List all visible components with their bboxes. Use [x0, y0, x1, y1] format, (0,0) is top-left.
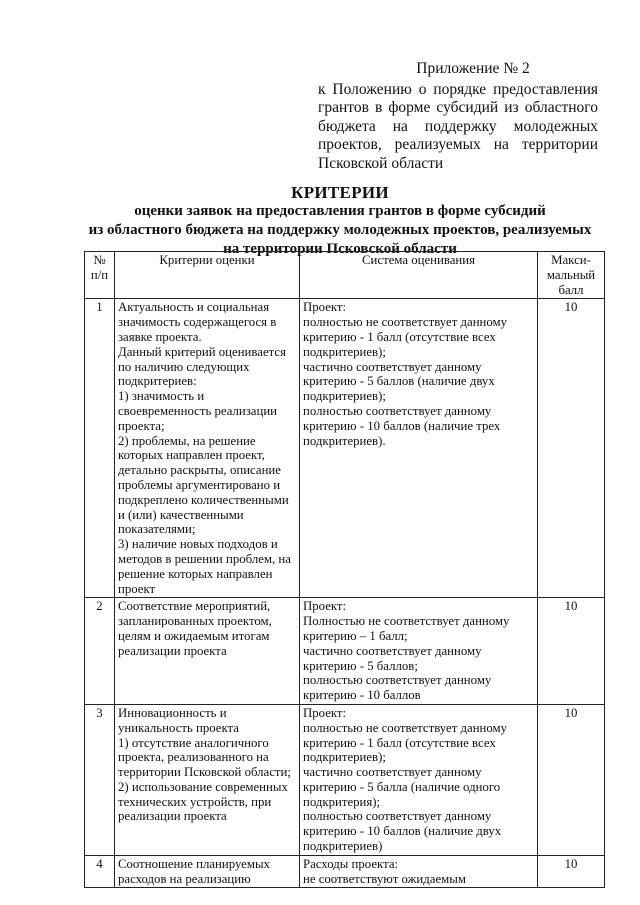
- appendix-text: к Положению о порядке предоставления грантов в форме субсидий из областного бюджета на поддержку молодежных проектов, реализуемых на территории Псковской области: [318, 80, 598, 172]
- row-num: 1: [85, 299, 115, 598]
- subtitle-line-1: оценки заявок на предоставления грантов в форме субсидий: [134, 203, 546, 219]
- row-num: 4: [85, 855, 115, 888]
- table-row: [85, 855, 605, 888]
- row-system: Проект: полностью не соответствует данному критерию - 1 балл (отсутствие всех подкритериев); частично соответствует данному критерию - 5 балла (наличие одного подкритерия); полностью соответствует данному критерию - 10 баллов (наличие двух подкритериев): [300, 704, 538, 855]
- row-max-score: 10: [538, 704, 605, 855]
- row-num: 2: [85, 598, 115, 705]
- header-num: № п/п: [85, 252, 115, 299]
- header-max-score: Макси- мальный балл: [538, 252, 605, 299]
- row-max-score: 10: [538, 299, 605, 598]
- table-header-row: [85, 252, 605, 299]
- criteria-table: [84, 251, 605, 888]
- table-row: [85, 704, 605, 855]
- row-criteria: Актуальность и социальная значимость содержащегося в заявке проекта. Данный критерий оценивается по наличию следующих подкритериев: 1) значимость и своевременность реализации проекта; 2) проблемы, на решение которых направлен проект, детально раскрыты, описание проблемы аргументировано и подкреплено количественными и (или) качественными показателями; 3) наличие новых подходов и методов в решении проблем, на решение которых направлен проект: [115, 299, 300, 598]
- subtitle-line-2: из областного бюджета на поддержку молодежных проектов, реализуемых: [88, 222, 592, 238]
- appendix-title: Приложение № 2: [416, 60, 530, 77]
- header-system: Система оценивания: [300, 252, 538, 299]
- header-criteria: Критерии оценки: [115, 252, 300, 299]
- row-max-score: 10: [538, 855, 605, 888]
- row-max-score: 10: [538, 598, 605, 705]
- row-criteria: Соотношение планируемых расходов на реализацию: [115, 855, 300, 888]
- document-title: КРИТЕРИИ: [291, 183, 389, 202]
- appendix-block: [318, 60, 598, 173]
- subtitle-line-3: на территории Псковской области: [223, 241, 457, 257]
- table-row: [85, 598, 605, 705]
- table-row: [85, 299, 605, 598]
- row-criteria: Соответствие мероприятий, запланированных проектом, целям и ожидаемым итогам реализации проекта: [115, 598, 300, 705]
- row-system: Проект: Полностью не соответствует данному критерию – 1 балл; частично соответствует данному критерию - 5 баллов; полностью соответствует данному критерию - 10 баллов: [300, 598, 538, 705]
- row-criteria: Инновационность и уникальность проекта 1) отсутствие аналогичного проекта, реализованного на территории Псковской области; 2) использование современных технических устройств, при реализации проекта: [115, 704, 300, 855]
- row-num: 3: [85, 704, 115, 855]
- row-system: Расходы проекта: не соответствуют ожидаемым: [300, 855, 538, 888]
- row-system: Проект: полностью не соответствует данному критерию - 1 балл (отсутствие всех подкритериев); частично соответствует данному критерию - 5 баллов (наличие двух подкритериев); полностью соответствует данному критерию - 10 баллов (наличие трех подкритериев).: [300, 299, 538, 598]
